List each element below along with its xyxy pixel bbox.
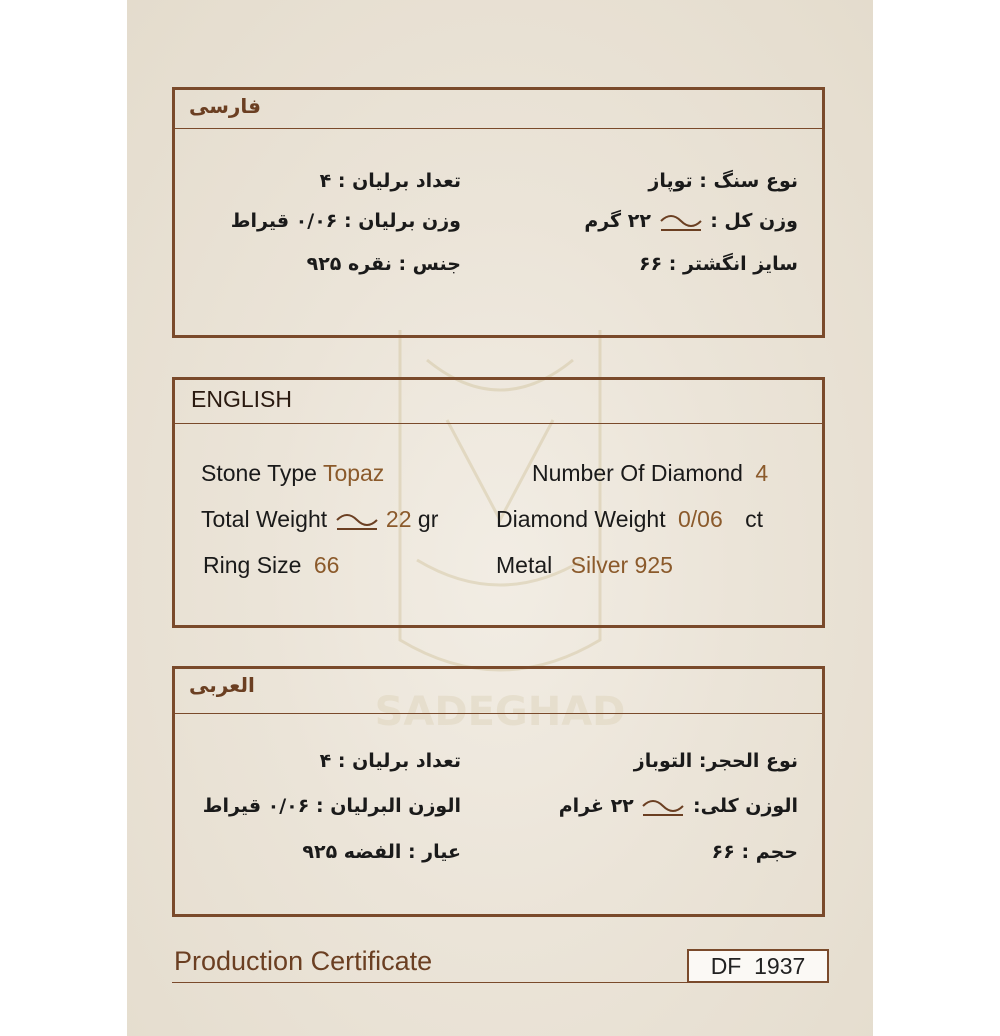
english-metal-value: Silver 925	[570, 552, 673, 578]
persian-diamond-count: تعداد برلیان : ۴	[319, 170, 461, 192]
english-ring-size-value: 66	[313, 552, 340, 578]
english-stone-type-value: Topaz	[322, 460, 385, 486]
english-metal	[496, 552, 673, 579]
arabic-diamond-weight: الوزن البرلیان : ۰/۰۶ قیراط	[202, 795, 461, 817]
english-title: ENGLISH	[191, 386, 292, 412]
persian-section	[172, 87, 825, 338]
english-diamond-count-value: 4	[755, 460, 769, 486]
approx-icon	[658, 211, 704, 233]
english-header	[175, 380, 822, 424]
english-diamond-count-label: Number Of Diamond	[532, 460, 743, 486]
arabic-size: حجم : ۶۶	[711, 841, 798, 863]
approx-icon	[334, 510, 380, 532]
english-section	[172, 377, 825, 628]
watermark-text: SADEGHAD	[374, 689, 626, 735]
english-total-weight-value: 22	[385, 506, 412, 532]
footer-divider	[172, 982, 688, 983]
arabic-diamond-count: تعداد برلیان : ۴	[319, 750, 461, 772]
production-certificate-title: Production Certificate	[174, 946, 433, 976]
arabic-total-weight	[559, 795, 798, 818]
arabic-total-weight-value: ۲۲ غرام	[558, 795, 634, 817]
approx-icon	[640, 796, 686, 818]
persian-ring-size: سایز انگشتر : ۶۶	[638, 253, 798, 275]
english-diamond-count	[532, 460, 768, 487]
english-total-weight-unit: gr	[417, 506, 439, 532]
persian-stone-type: نوع سنگ : توپاز	[648, 170, 798, 192]
english-metal-label: Metal	[496, 552, 553, 578]
persian-total-weight	[584, 210, 798, 233]
english-diamond-weight-unit: ct	[745, 506, 764, 532]
arabic-title: العربی	[189, 673, 255, 697]
serial-number-box: DF 1937	[687, 949, 829, 983]
persian-title: فارسی	[189, 94, 262, 118]
english-diamond-weight-value: 0/06	[678, 506, 723, 532]
english-ring-size-label: Ring Size	[203, 552, 302, 578]
arabic-stone-type: نوع الحجر: التوباز	[633, 750, 798, 772]
persian-metal: جنس : نقره ۹۲۵	[306, 253, 461, 275]
arabic-section	[172, 666, 825, 917]
english-total-weight	[201, 506, 438, 533]
english-total-weight-label: Total Weight	[201, 506, 328, 532]
persian-diamond-weight: وزن برلیان : ۰/۰۶ قیراط	[230, 210, 461, 232]
english-stone-type	[201, 460, 384, 487]
english-ring-size	[203, 552, 339, 579]
english-diamond-weight	[496, 506, 763, 533]
persian-total-weight-label: وزن کل :	[710, 210, 798, 232]
english-stone-type-label: Stone Type	[201, 460, 317, 486]
english-diamond-weight-label: Diamond Weight	[496, 506, 666, 532]
arabic-header	[175, 669, 822, 714]
persian-header	[175, 90, 822, 129]
arabic-total-weight-label: الوزن کلی:	[693, 795, 798, 817]
arabic-metal: عیار : الفضه ۹۲۵	[302, 841, 461, 863]
persian-total-weight-value: ۲۲ گرم	[584, 210, 651, 232]
